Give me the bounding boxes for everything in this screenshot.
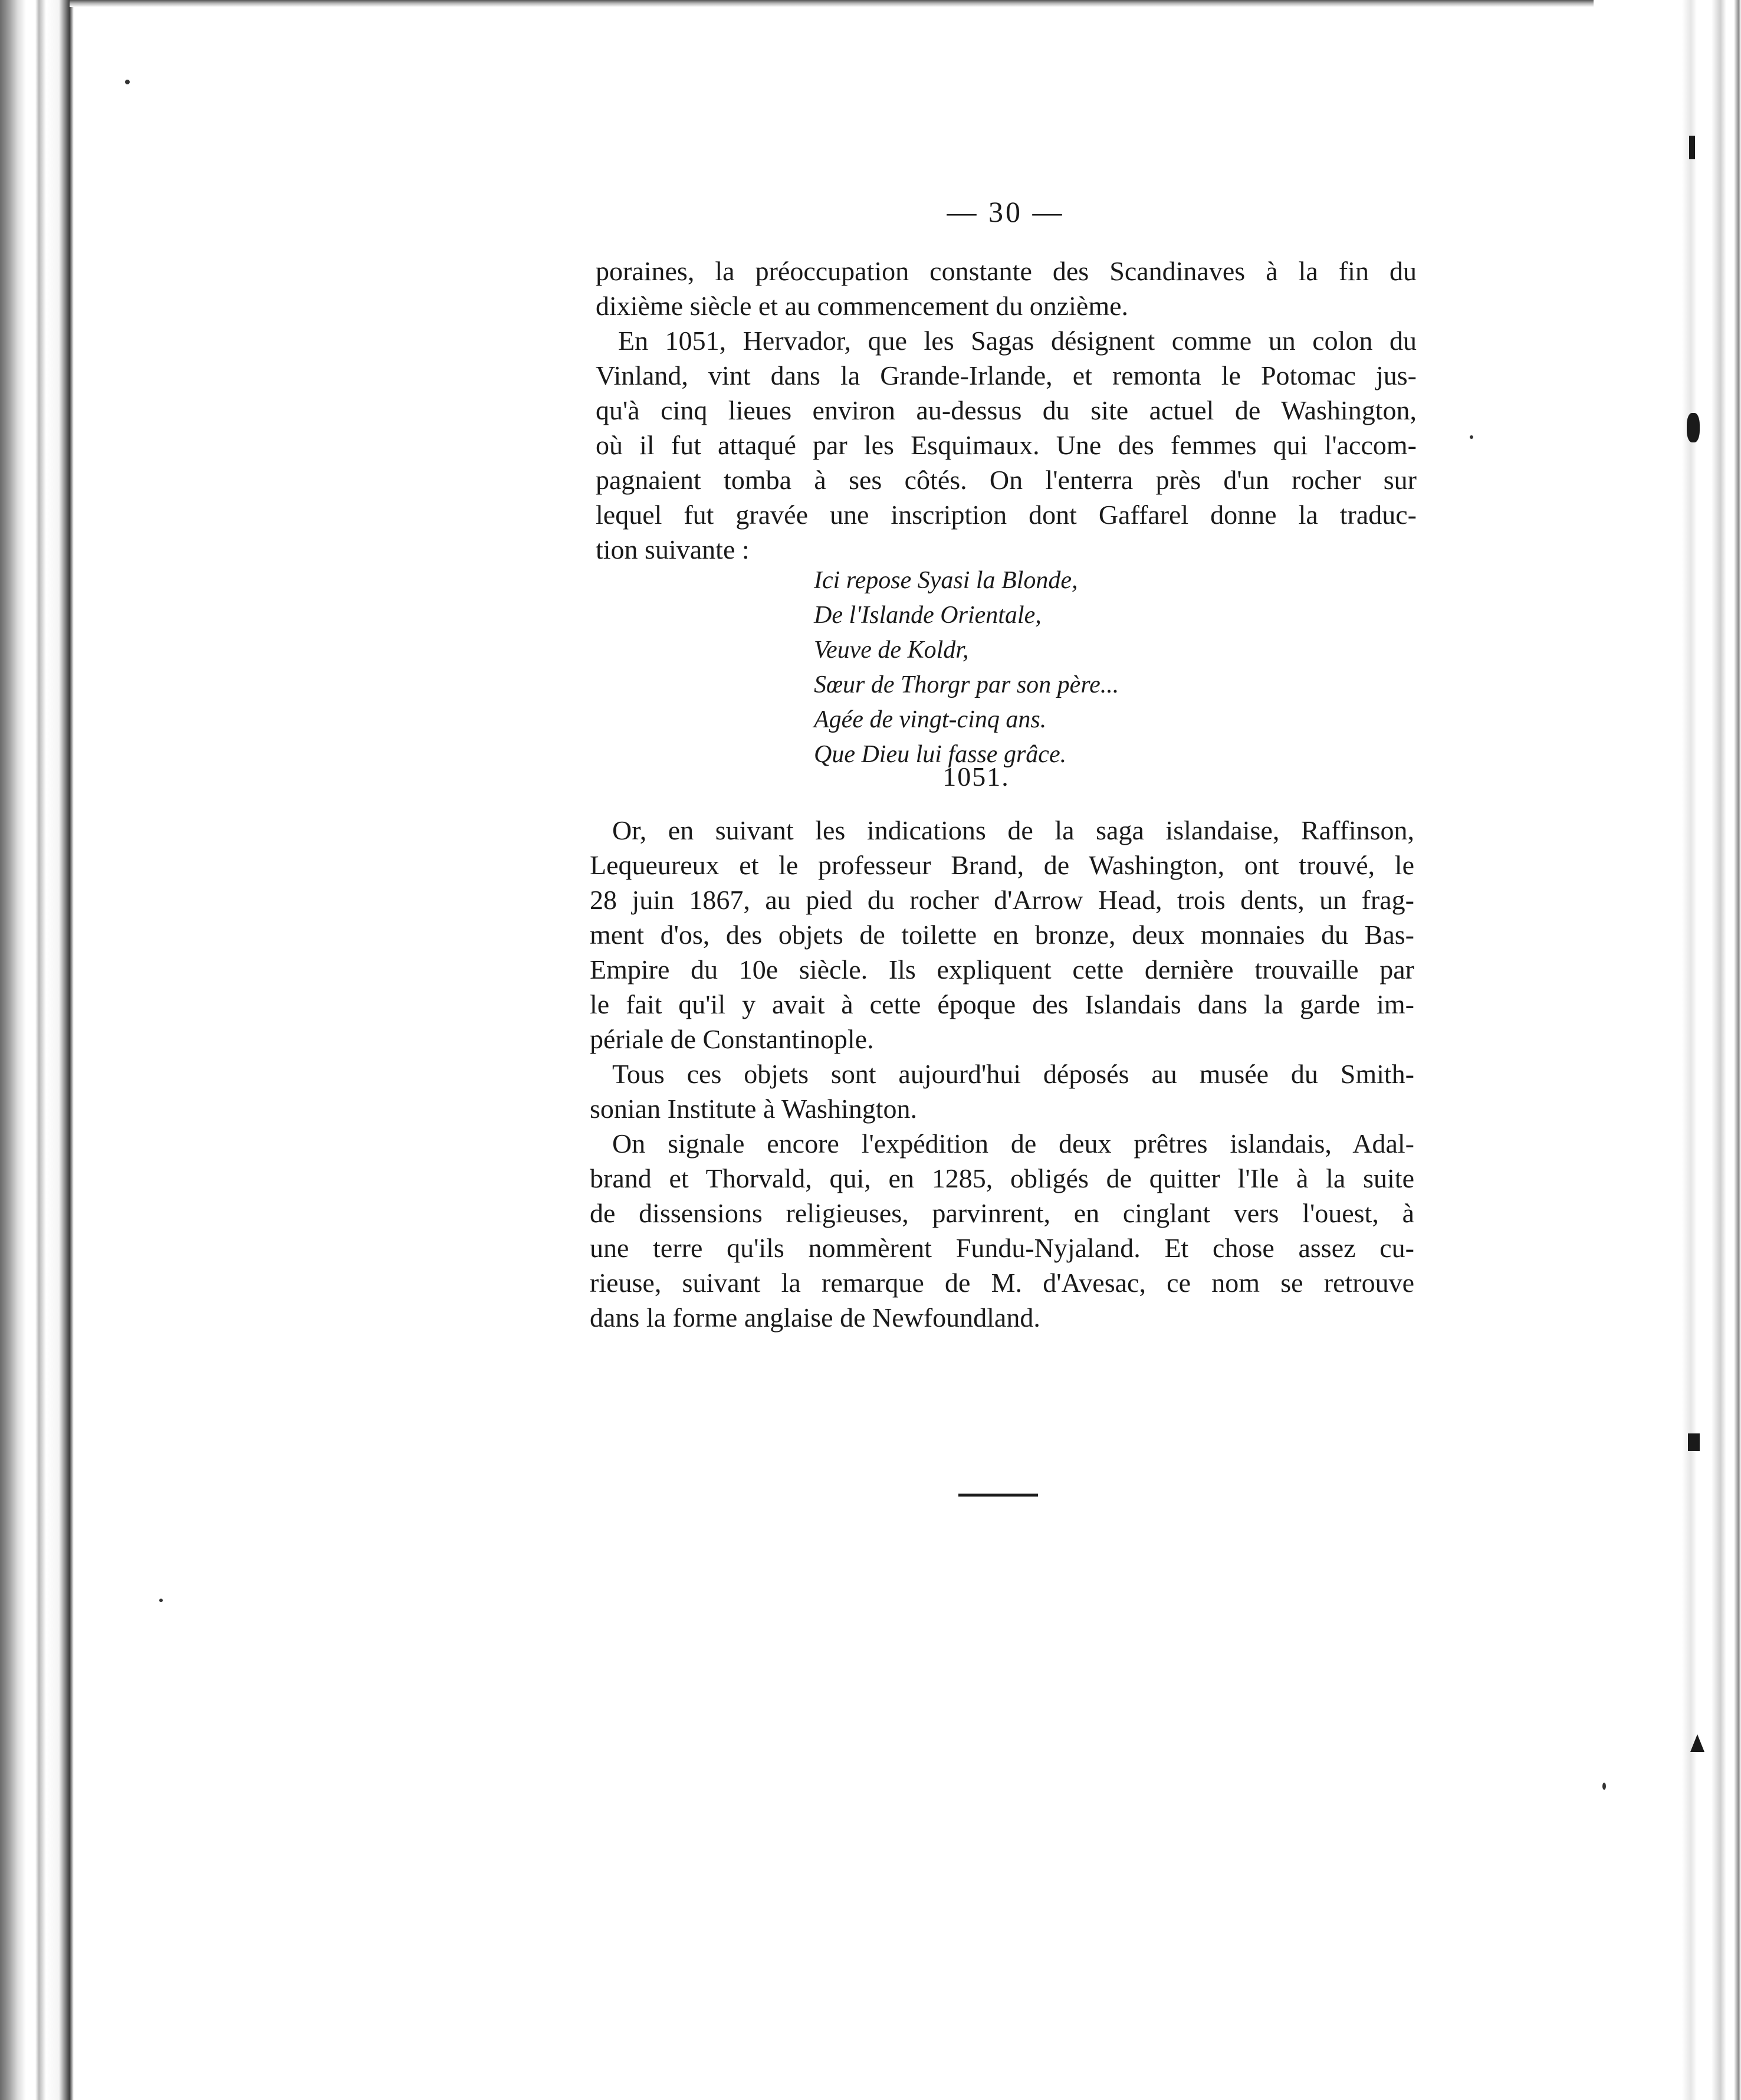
top-page-edge <box>70 0 1662 7</box>
text-line: pagnaient tomba à ses côtés. On l'enterra près d'un rocher sur <box>596 465 1417 495</box>
text-line: lequel fut gravée une inscription dont Gaffarel donne la traduc- <box>596 500 1417 530</box>
text-line: qu'à cinq lieues environ au-dessus du site actuel de Washington, <box>596 395 1417 425</box>
text-line: sonian Institute à Washington. <box>590 1094 918 1124</box>
speck <box>125 80 130 84</box>
inscription-line: Ici repose Syasi la Blonde, <box>814 567 1078 594</box>
inscription-year: 1051. <box>942 762 1010 792</box>
binding-mark <box>1689 136 1695 159</box>
text-line: une terre qu'ils nommèrent Fundu-Nyjaland. Et chose assez cu- <box>590 1233 1414 1263</box>
inscription-line: Que Dieu lui fasse grâce. <box>814 741 1067 768</box>
text-line: rieuse, suivant la remarque de M. d'Avesac, ce nom se retrouve <box>590 1268 1414 1298</box>
text-line: On signale encore l'expédition de deux prêtres islandais, Adal- <box>612 1128 1414 1159</box>
text-line: 28 juin 1867, au pied du rocher d'Arrow Head, trois dents, un frag- <box>590 885 1414 915</box>
inscription-line: Veuve de Koldr, <box>814 636 969 664</box>
text-line: Or, en suivant les indications de la saga islandaise, Raffinson, <box>612 815 1414 845</box>
text-line: poraines, la préoccupation constante des Scandinaves à la fin du <box>596 256 1417 286</box>
inscription-line: Agée de vingt-cinq ans. <box>814 706 1047 733</box>
body-text-top <box>596 254 1417 567</box>
text-line: En 1051, Hervador, que les Sagas désignent comme un colon du <box>618 326 1417 356</box>
text-line: tion suivante : <box>596 534 750 565</box>
text-line: Empire du 10e siècle. Ils expliquent cette dernière trouvaille par <box>590 954 1414 985</box>
body-text-bottom <box>590 813 1414 1335</box>
text-line: dixième siècle et au commencement du onzième. <box>596 291 1129 321</box>
inscription-line: Sœur de Thorgr par son père... <box>814 671 1119 698</box>
text-line: périale de Constantinople. <box>590 1024 874 1054</box>
text-line: brand et Thorvald, qui, en 1285, obligés de quitter l'Ile à la suite <box>590 1163 1414 1193</box>
binding-mark <box>1688 1433 1700 1451</box>
inscription-line: De l'Islande Orientale, <box>814 602 1042 629</box>
speck <box>1470 435 1473 439</box>
text-line: de dissensions religieuses, parvinrent, en cinglant vers l'ouest, à <box>590 1198 1414 1228</box>
speck <box>1602 1783 1606 1790</box>
text-line: Tous ces objets sont aujourd'hui déposés au musée du Smith- <box>612 1059 1414 1089</box>
end-rule <box>958 1494 1038 1497</box>
text-line: dans la forme anglaise de Newfoundland. <box>590 1302 1040 1333</box>
binding-mark <box>1687 413 1700 442</box>
text-line: le fait qu'il y avait à cette époque des Islandais dans la garde im- <box>590 989 1414 1019</box>
right-page-edge <box>1594 0 1741 2100</box>
text-line: Vinland, vint dans la Grande-Irlande, et remonta le Potomac jus- <box>596 360 1417 391</box>
text-line: Lequeureux et le professeur Brand, de Washington, ont trouvé, le <box>590 850 1414 880</box>
binding-mark <box>1690 1734 1704 1752</box>
text-line: ment d'os, des objets de toilette en bronze, deux monnaies du Bas- <box>590 920 1414 950</box>
text-line: où il fut attaqué par les Esquimaux. Une des femmes qui l'accom- <box>596 430 1417 460</box>
page-number: — 30 — <box>947 195 1065 228</box>
speck <box>159 1599 163 1602</box>
inscription <box>814 563 1191 772</box>
left-page-edge <box>0 0 74 2100</box>
